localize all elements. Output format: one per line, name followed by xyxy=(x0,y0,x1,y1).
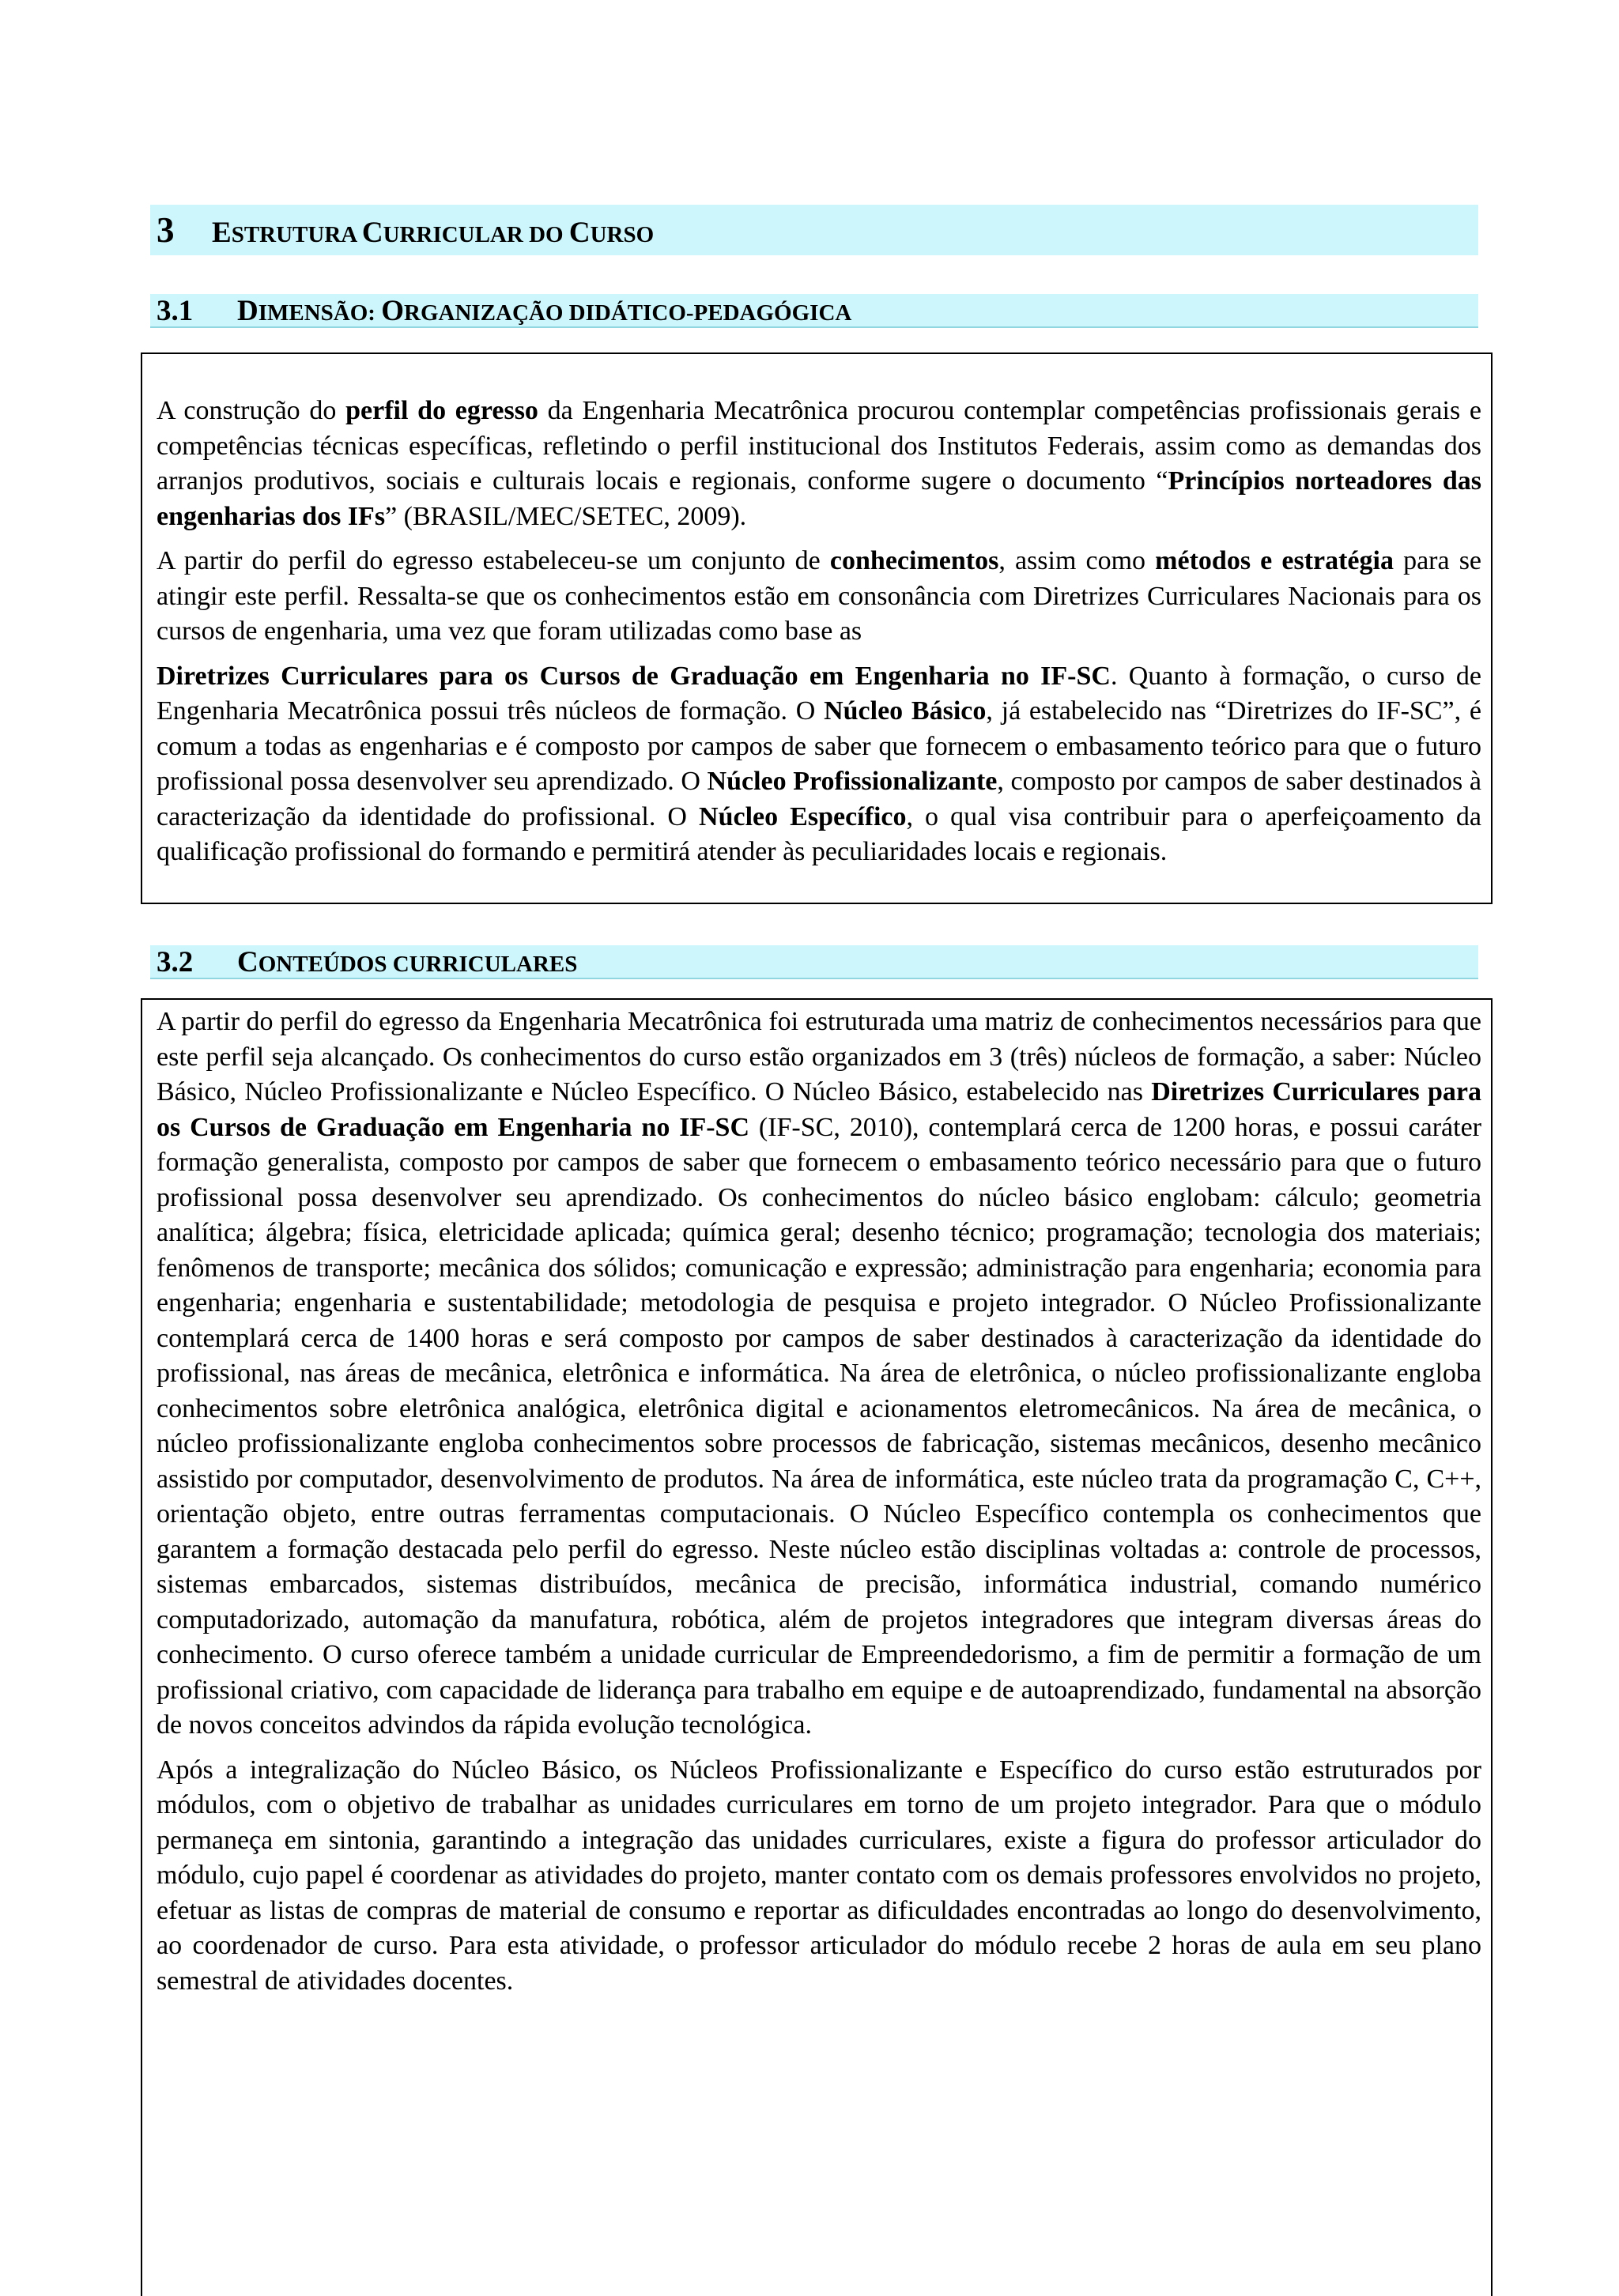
title-fragment: ONTEÚDOS CURRICULARES xyxy=(258,952,578,977)
bold-text: conhecimentos xyxy=(829,546,999,575)
title-fragment: E xyxy=(212,217,232,249)
paragraph xyxy=(157,544,1481,650)
subsection-number: 3.1 xyxy=(157,295,194,327)
title-fragment: C xyxy=(568,217,591,249)
text-run: , já estabelecido nas “Diretrizes do IF-SC”, é comum a todas as engenharias e é composto por campos de saber que fornecem o embasamento teórico para que o futuro profissional possa desenvolver seu aprendizado. O xyxy=(157,696,1481,796)
text-run: , composto por campos de saber destinados à caracterização da identidade do profissional. O xyxy=(157,767,1481,831)
bold-text: Núcleo Básico xyxy=(824,696,987,726)
title-fragment: STRUTURA xyxy=(231,222,362,247)
title-fragment: IMENSÃO: xyxy=(258,300,382,326)
title-fragment: URSO xyxy=(590,222,655,247)
paragraph xyxy=(157,1753,1481,2000)
bold-text: Diretrizes Curriculares para os Cursos de Graduação em Engenharia no IF-SC xyxy=(157,661,1111,691)
section-heading xyxy=(150,205,1478,255)
bold-text: perfil do egresso xyxy=(345,396,538,425)
bold-text: Núcleo Específico xyxy=(699,801,907,831)
text-run: da Engenharia Mecatrônica procurou contemplar competências profissionais gerais e competências técnicas específicas, refletindo o perfil institucional dos Institutos Federais, assim como as demandas dos arranjos produtivos, sociais e culturais locais e regionais, conforme sugere o documento “ xyxy=(157,396,1482,496)
bold-text: métodos e estratégia xyxy=(1155,546,1394,575)
title-fragment: O xyxy=(381,295,404,327)
title-fragment: C xyxy=(237,946,259,978)
curricular-contents-text-box xyxy=(141,998,1493,2296)
text-run: A partir do perfil do egresso estabeleceu-se um conjunto de xyxy=(157,546,830,575)
text-run: . Quanto à formação, o curso de Engenharia Mecatrônica possui três núcleos de formação. O xyxy=(157,661,1481,726)
title-fragment: D xyxy=(237,295,259,327)
subsection-heading-3-2 xyxy=(150,945,1478,979)
bold-text: Núcleo Profissionalizante xyxy=(707,767,998,796)
text-run: Após a integralização do Núcleo Básico, os Núcleos Profissionalizante e Específico do curso estão estruturados por módulos, com o objetivo de trabalhar as unidades curriculares em torno de um projeto integrador. Para que o módulo permaneça em sintonia, garantindo a integração das unidades curriculares, existe a figura do professor articulador do módulo, cujo papel é coordenar as atividades do projeto, manter contato com os demais professores envolvidos no projeto, efetuar as listas de compras de material de consumo e reportar as dificuldades encontradas ao longo do desenvolvimento, ao coordenador de curso. Para esta atividade, o professor articulador do módulo recebe 2 horas de aula em seu plano semestral de atividades docentes. xyxy=(157,1755,1481,1996)
bold-text: Diretrizes Curriculares para os Cursos de Graduação em Engenharia no IF-SC xyxy=(157,1077,1481,1142)
section-title xyxy=(212,210,654,250)
text-run: (IF-SC, 2010), contemplará cerca de 1200 horas, e possui caráter formação generalista, composto por campos de saber que fornecem o embasamento teórico necessário para que o futuro profissional possa desenvolver seu aprendizado. Os conhecimentos do núcleo básico englobam: cálculo; geometria analítica; álgebra; física, eletricidade aplicada; química geral; desenho técnico; programação; tecnologia dos materiais; fenômenos de transporte; mecânica dos sólidos; comunicação e expressão; administração para engenharia; economia para engenharia; engenharia e sustentabilidade; metodologia de pesquisa e projeto integrador. O Núcleo Profissionalizante contemplará cerca de 1400 horas e será composto por campos de saber destinados à caracterização da identidade do profissional, nas áreas de mecânica, eletrônica e informática. Na área de eletrônica, o núcleo profissionalizante engloba conhecimentos sobre eletrônica analógica, eletrônica digital e acionamentos eletromecânicos. Na área de mecânica, o núcleo profissionalizante engloba conhecimentos sobre processos de fabricação, sistemas mecânicos, desenho mecânico assistido por computador, desenvolvimento de produtos. Na área de informática, este núcleo trata da programação C, C++, orientação objeto, entre outras ferramentas computacionais. O Núcleo Específico contempla os conhecimentos que garantem a formação destacada pelo perfil do egresso. Neste núcleo estão disciplinas voltadas a: controle de processos, sistemas embarcados, sistemas distribuídos, mecânica de precisão, informática industrial, comando numérico computadorizado, automação da manufatura, robótica, além de projetos integradores que integram diversas áreas do conhecimento. O curso oferece também a unidade curricular de Empreendedorismo, a fim de permitir a formação de um profissional criativo, com capacidade de liderança para trabalho em equipe e de autoaprendizado, fundamental na absorção de novos conceitos advindos da rápida evolução tecnológica. xyxy=(157,1112,1481,1740)
subsection-title xyxy=(237,946,577,978)
section-number: 3 xyxy=(157,210,175,250)
text-run: , assim como xyxy=(998,546,1156,575)
bold-text: Princípios norteadores das engenharias dos IFs xyxy=(157,466,1481,531)
paragraph xyxy=(157,394,1481,534)
text-run: para se atingir este perfil. Ressalta-se que os conhecimentos estão em consonância com Diretrizes Curriculares Nacionais para os cursos de engenharia, uma vez que foram utilizadas como base as xyxy=(157,546,1482,646)
organization-text-box xyxy=(141,353,1493,904)
title-fragment: URRICULAR DO xyxy=(383,222,569,247)
text-run: ” (BRASIL/MEC/SETEC, 2009). xyxy=(385,501,747,531)
paragraph xyxy=(157,659,1481,870)
text-run: A construção do xyxy=(157,396,346,425)
text-run: A partir do perfil do egresso da Engenharia Mecatrônica foi estruturada uma matriz de conhecimentos necessários para que este perfil seja alcançado. Os conhecimentos do curso estão organizados em 3 (três) núcleos de formação, a saber: Núcleo Básico, Núcleo Profissionalizante e Núcleo Específico. O Núcleo Básico, estabelecido nas xyxy=(157,1007,1481,1107)
title-fragment: C xyxy=(361,217,383,249)
subsection-number: 3.2 xyxy=(157,946,194,978)
paragraph xyxy=(157,1005,1481,1744)
subsection-title xyxy=(237,295,851,327)
title-fragment: RGANIZAÇÃO DIDÁTICO-PEDAGÓGICA xyxy=(404,300,852,326)
subsection-heading-3-1 xyxy=(150,294,1478,328)
text-run: , o qual visa contribuir para o aperfeiçoamento da qualificação profissional do formando e permitirá atender às peculiaridades locais e regionais. xyxy=(157,801,1481,866)
